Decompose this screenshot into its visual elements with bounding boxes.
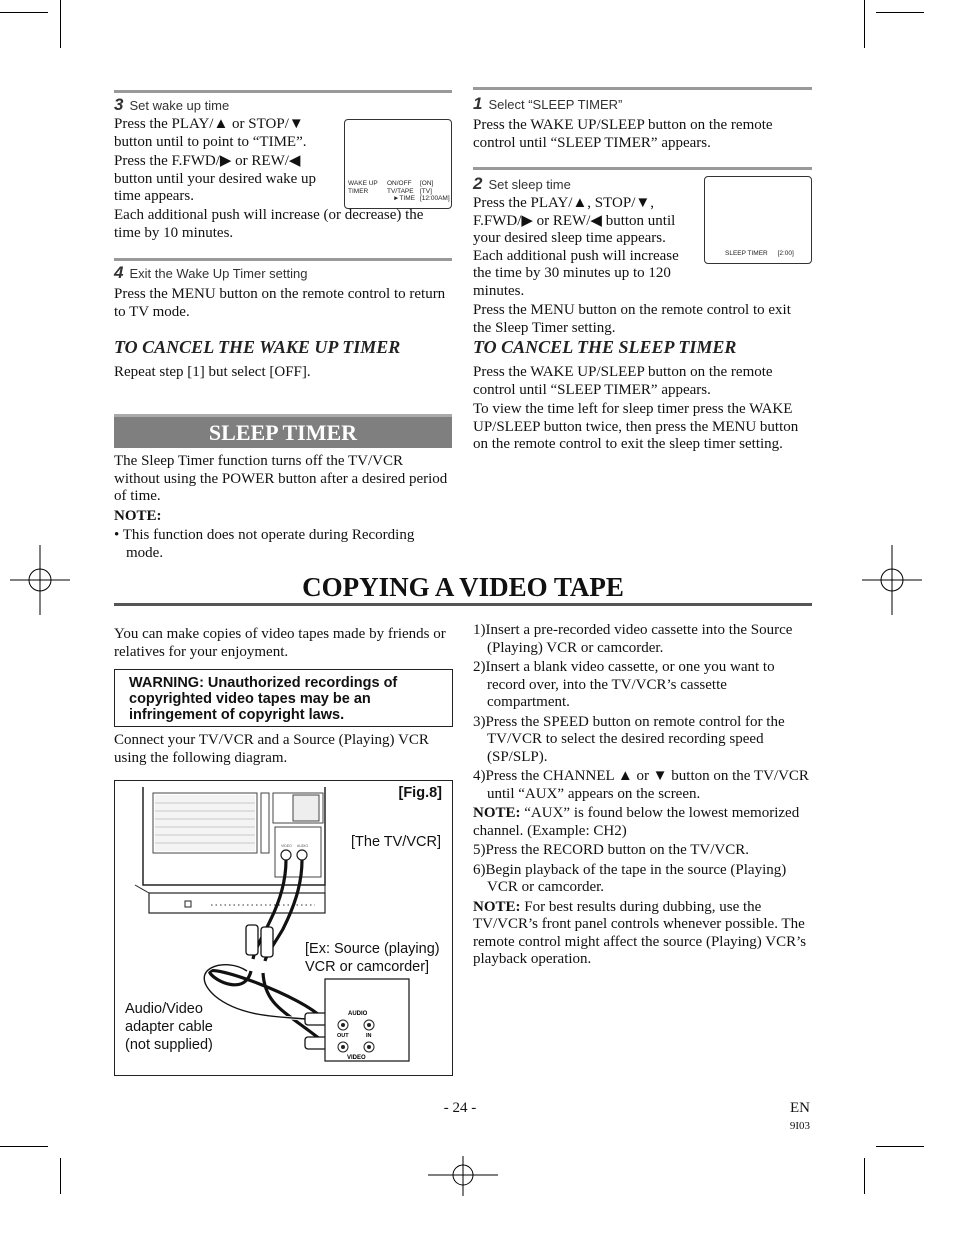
copying-steps [473, 622, 812, 969]
paragraph: Press the WAKE UP/SLEEP button on the remote control until “SLEEP TIMER” appears. [473, 364, 773, 398]
registration-mark-left [10, 545, 70, 615]
section-rule [114, 258, 452, 261]
note-text: For best results during dubbing, use the TV/VCR’s front panel controls whenever possible. The remote control might affect the source (Playing) VCR’s playback operation. [473, 898, 807, 967]
step-item: 5)Press the RECORD button on the TV/VCR. [473, 842, 749, 858]
paragraph: Press the MENU button on the remote control to return to TV mode. [114, 286, 446, 320]
cancel-sleep-text [473, 364, 812, 454]
step-item: 6)Begin playback of the tape in the source (Playing) VCR or camcorder. [473, 861, 787, 895]
step-number: 2 [473, 174, 483, 193]
fig-cable-label: Audio/Video adapter cable (not supplied) [125, 1001, 213, 1053]
sleep-timer-banner: SLEEP TIMER [114, 414, 452, 448]
step-item: 1)Insert a pre-recorded video cassette into the Source (Playing) VCR or camcorder. [473, 622, 793, 656]
osd-col [420, 180, 450, 203]
osd-text: [12:00AM] [420, 195, 450, 202]
step-heading [473, 94, 812, 114]
fig-source-label: [Ex: Source (playing) VCR or camcorder] [305, 941, 440, 975]
note-paragraph [473, 899, 812, 969]
panel-audio-label: AUDIO [348, 1011, 368, 1017]
connection-diagram [115, 781, 452, 1075]
note-label: NOTE: [114, 507, 162, 524]
wake-step3-text-a [114, 116, 340, 206]
sleep-step1 [473, 87, 812, 152]
step-number: 1 [473, 94, 483, 113]
step-number: 4 [114, 263, 124, 282]
note-label: NOTE: [473, 898, 521, 915]
paragraph: Press the PLAY/▲, STOP/▼, F.FWD/▶ or REW/◀ button until your desired sleep time appears. Each additional push will increase the time by 30 minutes up to 120 minutes. [473, 195, 679, 299]
note-label: NOTE: [473, 805, 521, 821]
osd-col [348, 180, 378, 195]
fig-label: [Fig.8] [398, 785, 442, 801]
osd-text: TV/TAPE [387, 187, 414, 195]
cancel-sleep [473, 337, 812, 454]
section-rule [473, 87, 812, 90]
copying-rule [114, 603, 812, 606]
paragraph: Press the MENU button on the remote control to exit the Sleep Timer setting. [473, 302, 791, 336]
step-heading [114, 263, 452, 283]
doc-code: 9I03 [789, 1120, 810, 1132]
paragraph: To view the time left for sleep timer press the WAKE UP/SLEEP button twice, then press the MENU button on the remote control to exit the sleep timer setting. [473, 401, 799, 452]
warning-box: WARNING: Unauthorized recordings of copyrighted video tapes may be an infringement of copyright laws. [114, 669, 453, 727]
osd-value: [2:00] [777, 250, 794, 257]
paragraph: The Sleep Timer function turns off the TV/VCR without using the POWER button after a desired period of time. [114, 453, 448, 504]
step-title: Exit the Wake Up Timer setting [129, 266, 308, 281]
note-paragraph [473, 805, 812, 840]
cancel-wake [114, 337, 452, 382]
page-number: - 24 - [443, 1100, 477, 1116]
step-title: Set wake up time [129, 98, 230, 113]
language-code: EN [790, 1100, 810, 1116]
paragraph: Press the PLAY/▲ or STOP/▼ button until to point to “TIME”. [114, 116, 307, 150]
wake-step4 [114, 258, 452, 321]
copying-connect: Connect your TV/VCR and a Source (Playing) VCR using the following diagram. [114, 732, 429, 766]
wake-step3-text-b [114, 207, 452, 242]
cancel-sleep-title: TO CANCEL THE SLEEP TIMER [473, 337, 737, 357]
note-text: “AUX” is found below the lowest memorized channel. (Example: CH2) [473, 805, 800, 839]
osd-text: [ON] [420, 180, 434, 187]
sleep-step2-text [473, 195, 812, 337]
wake-osd-screen [344, 119, 452, 209]
plugs [246, 925, 329, 1049]
panel-in-label: IN [366, 1033, 372, 1039]
registration-mark-bottom [428, 1156, 498, 1196]
osd-text: ►TIME [393, 195, 415, 202]
paragraph: Each additional push will increase (or decrease) the time by 10 minutes. [114, 207, 424, 241]
wake-step3 [114, 90, 452, 115]
panel-video-label: VIDEO [347, 1055, 366, 1061]
step-title: Set sleep time [488, 177, 571, 192]
step-item: 4)Press the CHANNEL ▲ or ▼ button on the TV/VCR until “AUX” appears on the screen. [473, 768, 809, 802]
step-item: 3)Press the SPEED button on remote control for the TV/VCR to select the desired recording speed (SP/SLP). [473, 713, 785, 765]
step-title: Select “SLEEP TIMER” [488, 97, 623, 112]
float-spacer [690, 195, 812, 267]
section-rule [473, 167, 812, 170]
step-number: 3 [114, 95, 124, 114]
osd-text: ON/OFF [387, 180, 412, 187]
paragraph: Repeat step [1] but select [OFF]. [114, 364, 311, 380]
cancel-wake-title: TO CANCEL THE WAKE UP TIMER [114, 337, 401, 357]
registration-mark-right [862, 545, 922, 615]
osd-text: [TV] [420, 187, 432, 195]
copying-intro: You can make copies of video tapes made by friends or relatives for your enjoyment. [114, 626, 446, 660]
fig-tvvcr-label: [The TV/VCR] [351, 834, 441, 850]
paragraph: Press the F.FWD/▶ or REW/◀ button until your desired wake up time appears. [114, 153, 317, 204]
jack-label-video: VIDEO [281, 844, 292, 848]
jack-label-audio: AUDIO [297, 844, 309, 848]
source-panel [325, 979, 409, 1061]
osd-label: SLEEP TIMER [725, 250, 768, 257]
osd-text: WAKE UP [348, 180, 378, 187]
step-item: 2)Insert a blank video cassette, or one you want to record over, into the TV/VCR’s cassette compartment. [473, 659, 775, 710]
figure-8 [114, 780, 453, 1076]
copying-title: COPYING A VIDEO TAPE [302, 572, 624, 602]
step-heading [114, 95, 452, 115]
sleep-intro [114, 453, 452, 562]
osd-col [387, 180, 415, 203]
section-rule [114, 90, 452, 93]
note-item: • This function does not operate during Recording mode. [114, 527, 415, 561]
osd-text: TIMER [348, 187, 369, 195]
panel-out-label: OUT [337, 1033, 349, 1039]
paragraph: Press the WAKE UP/SLEEP button on the remote control until “SLEEP TIMER” appears. [473, 117, 773, 151]
